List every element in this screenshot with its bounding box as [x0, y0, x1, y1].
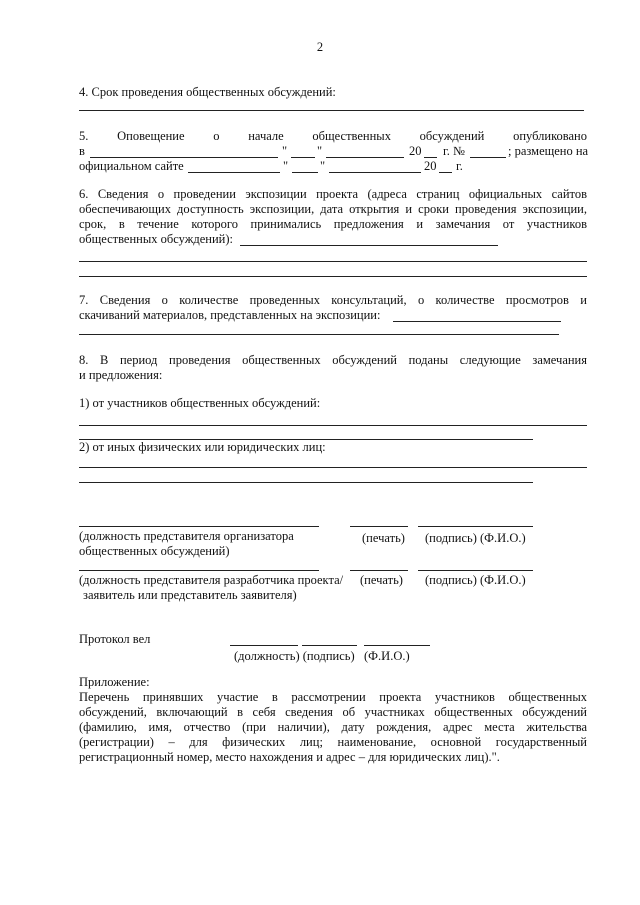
sign2-signature-caption: (подпись) (Ф.И.О.) [425, 573, 526, 587]
section-5-year-line [424, 157, 437, 158]
page-number: 2 [316, 40, 324, 54]
section-5-site-line [188, 172, 280, 173]
section-5-site-quote-open: " [283, 159, 289, 173]
section-5-number-line [470, 157, 506, 158]
section-7-line2: скачиваний материалов, представленных на экспозиции: [79, 308, 381, 322]
sign2-stamp-line [350, 570, 408, 571]
section-4-label: 4. Срок проведения общественных обсуждений: [79, 85, 336, 99]
section-8-sub2-line-2 [79, 482, 533, 483]
section-8-sub1-line-1 [79, 425, 587, 426]
sign1-signature-caption: (подпись) (Ф.И.О.) [425, 531, 526, 545]
section-8-sub1: 1) от участников общественных обсуждений: [79, 396, 321, 410]
protocol-name-line [364, 645, 430, 646]
section-6-fill-line-2 [79, 261, 587, 262]
section-4-fill-line [79, 110, 584, 111]
section-5-site-year-prefix: 20 [424, 159, 437, 173]
section-5-publication-line [90, 157, 278, 158]
sign1-position-line [79, 526, 319, 527]
section-6-line3: срок, в течение которого принимались предложения и замечания от участников [79, 217, 587, 231]
section-5-in: в [79, 144, 85, 158]
protocol-signature-line [302, 645, 357, 646]
sign2-position-line [79, 570, 319, 571]
section-5-site-g: г. [456, 159, 463, 173]
section-5-day-line [291, 157, 315, 158]
protocol-label: Протокол вел [79, 632, 151, 646]
section-6-line2: обеспечивающих доступность экспозиции, дата открытия и сроки проведения экспозиции, [79, 202, 587, 216]
section-5-quote-open: " [282, 144, 288, 158]
sign2-signature-line [418, 570, 533, 571]
appendix-line1: Перечень принявших участие в рассмотрении проекта участников общественных [79, 690, 587, 704]
section-7-line1: 7. Сведения о количестве проведенных консультаций, о количестве просмотров и [79, 293, 587, 307]
section-5-line1: 5. Оповещение о начале общественных обсуждений опубликовано [79, 129, 587, 143]
sign1-position-caption-2: общественных обсуждений) [79, 544, 230, 558]
section-5-site-year-line [439, 172, 452, 173]
sign2-position-caption-1: (должность представителя разработчика проекта/ [79, 573, 344, 587]
protocol-position-line [230, 645, 298, 646]
protocol-caption: (должность) (подпись) (Ф.И.О.) [234, 649, 410, 663]
section-5-month-line [326, 157, 404, 158]
section-5-year-prefix: 20 [409, 144, 422, 158]
section-8-line2: и предложения: [79, 368, 163, 382]
sign1-signature-line [418, 526, 533, 527]
section-5-site-month-line [329, 172, 421, 173]
section-5-site-day-line [292, 172, 318, 173]
appendix-line5: регистрационный номер, место нахождения и адрес – для юридических лиц).". [79, 750, 500, 764]
sign1-stamp-caption: (печать) [362, 531, 405, 545]
appendix-line4: (регистрации) – для физических лиц; наименование, основной государственный [79, 735, 587, 749]
section-6-line4: общественных обсуждений): [79, 232, 233, 246]
section-6-fill-line-1 [240, 245, 498, 246]
section-6-line1: 6. Сведения о проведении экспозиции проекта (адреса страниц официальных сайтов [79, 187, 587, 201]
section-5-quote-close: " [317, 144, 323, 158]
sign2-position-caption-2: заявитель или представитель заявителя) [83, 588, 297, 602]
section-5-site-quote-close: " [320, 159, 326, 173]
appendix-line2: обсуждений, включающий в себя сведения об участниках общественных обсуждений [79, 705, 587, 719]
section-8-line1: 8. В период проведения общественных обсуждений поданы следующие замечания [79, 353, 587, 367]
section-7-fill-line-2 [79, 334, 559, 335]
section-5-placed-on: ; размещено на [508, 144, 589, 158]
appendix-title: Приложение: [79, 675, 150, 689]
sign2-stamp-caption: (печать) [360, 573, 403, 587]
section-5-g-number: г. № [443, 144, 465, 158]
appendix-line3: (фамилию, имя, отчество (при наличии), дату рождения, адрес места жительства [79, 720, 587, 734]
section-6-fill-line-3 [79, 276, 587, 277]
section-7-fill-line-1 [393, 321, 561, 322]
section-8-sub2-line-1 [79, 467, 587, 468]
section-8-sub2: 2) от иных физических или юридических лиц: [79, 440, 326, 454]
sign1-stamp-line [350, 526, 408, 527]
sign1-position-caption-1: (должность представителя организатора [79, 529, 294, 543]
section-5-official-site: официальном сайте [79, 159, 184, 173]
